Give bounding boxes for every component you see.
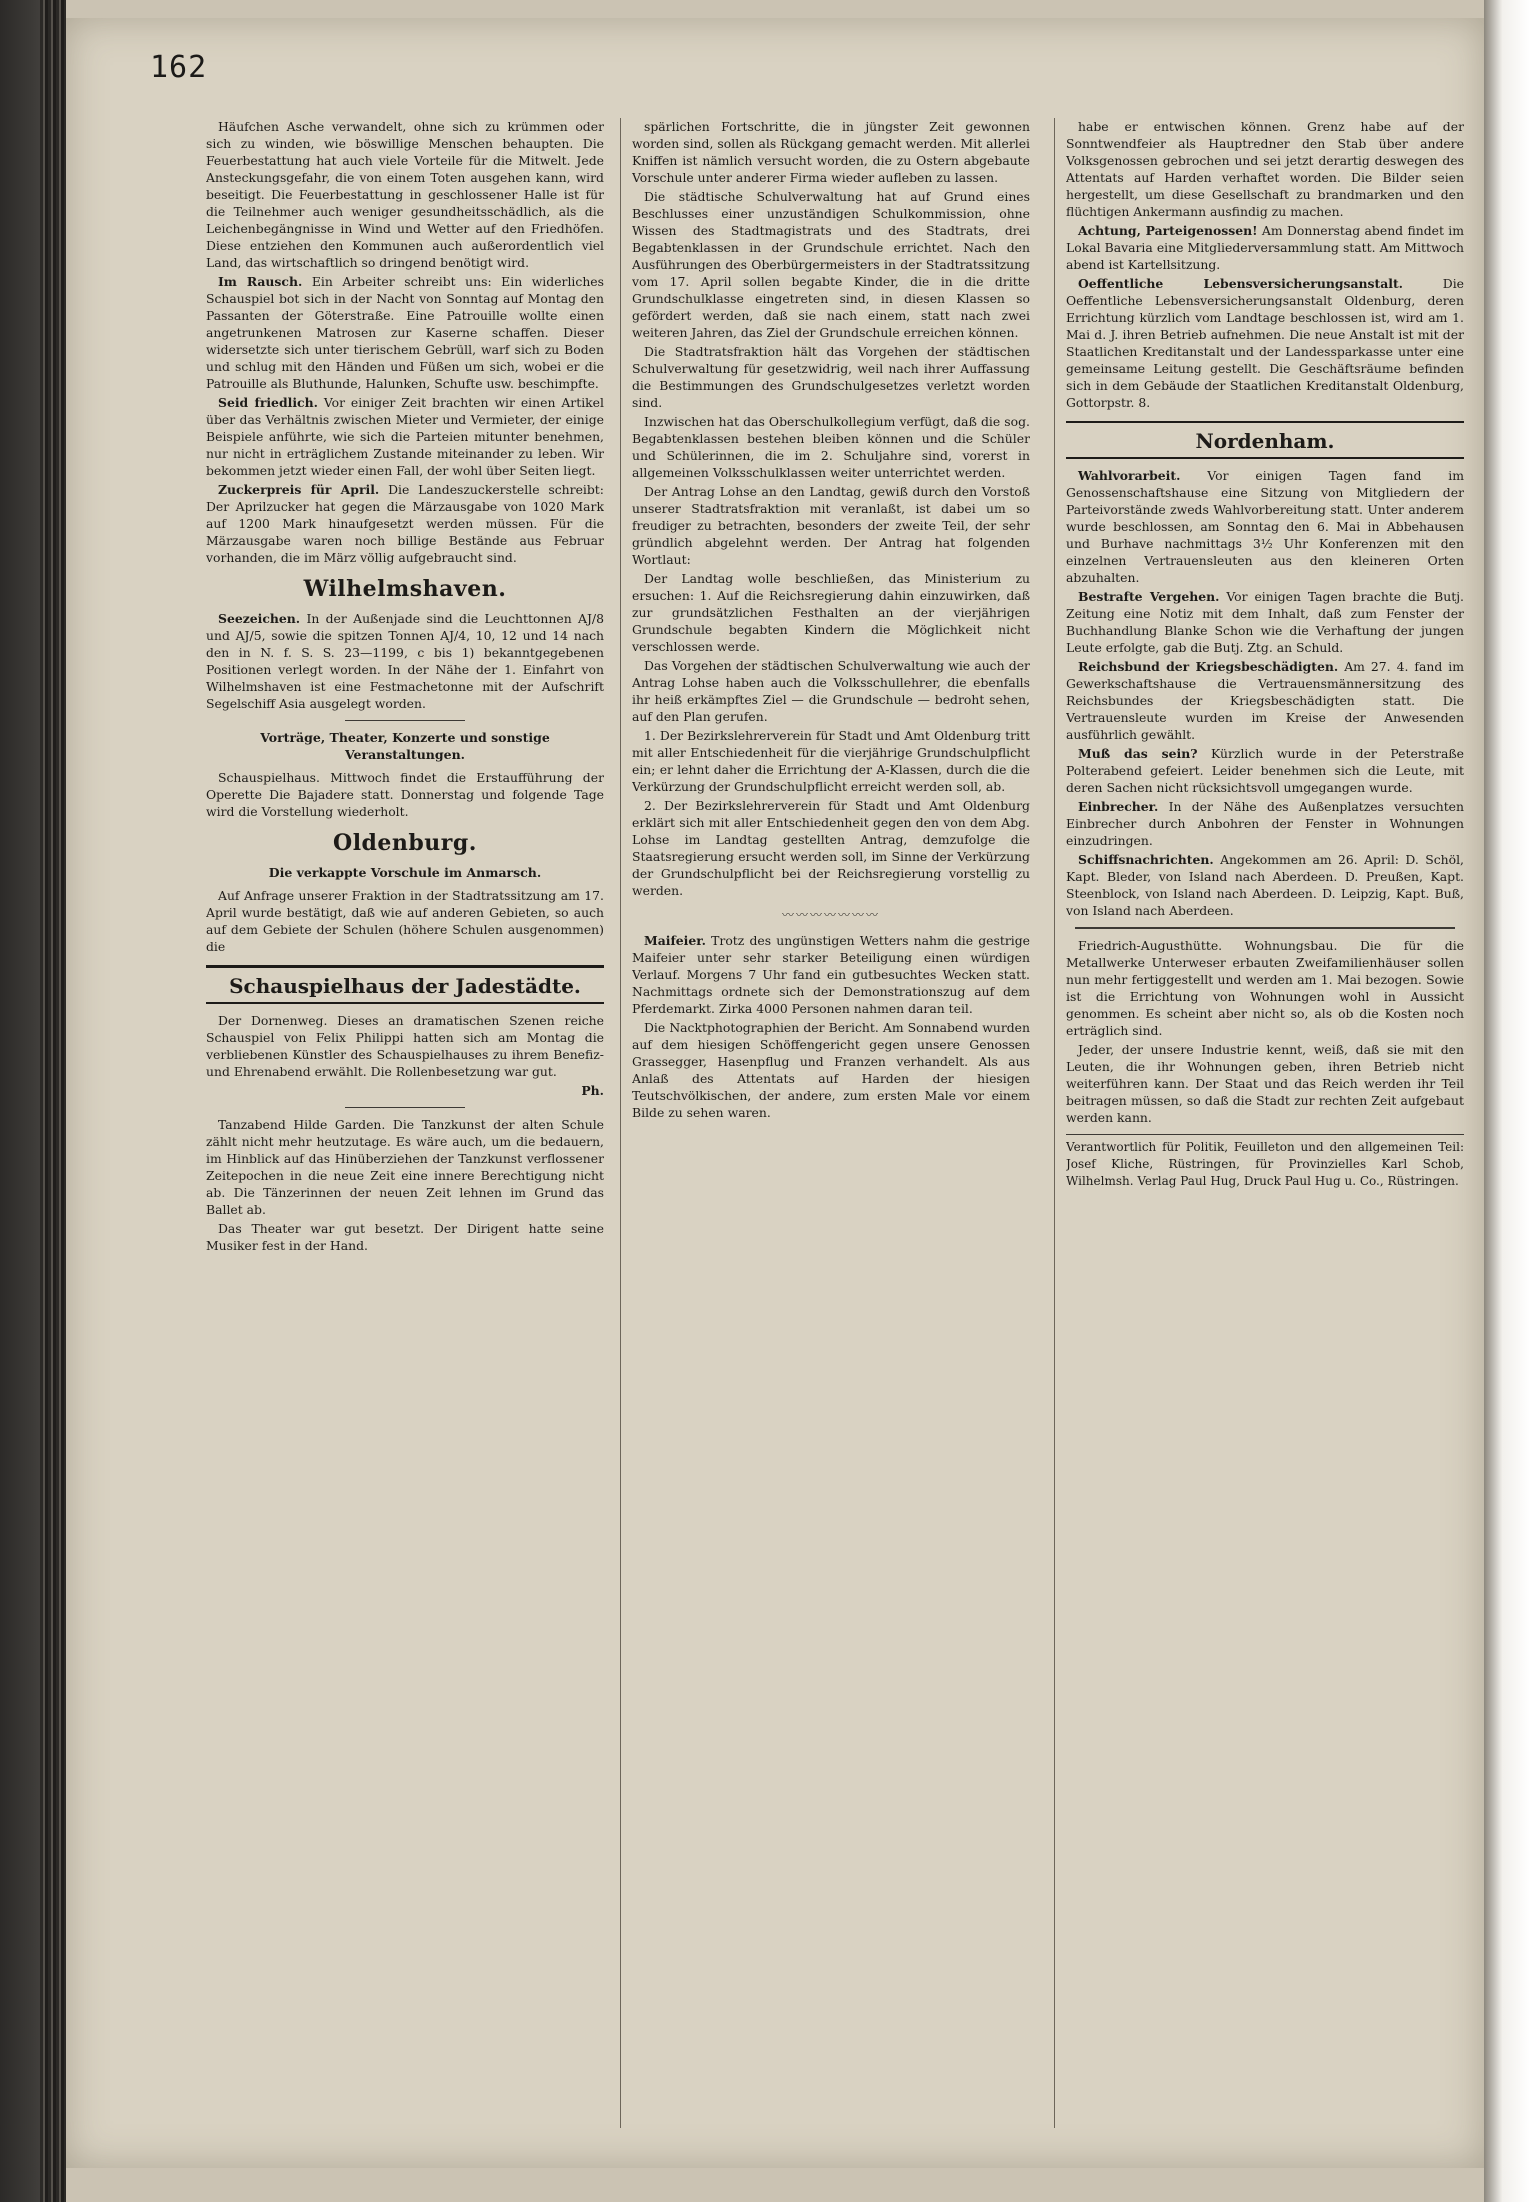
article-paragraph: [1066, 745, 1464, 796]
article-paragraph: Inzwischen hat das Oberschulkollegium verfügt, daß die sog. Begabtenklassen bestehen bleiben können und die Schüler und Schülerinnen, die im 2. Schuljahre sind, vorerst in allgemeinen Volksschulklassen weiter unterrichtet werden.: [632, 414, 1030, 480]
page-number: 162: [150, 50, 208, 85]
article-lead: Zuckerpreis für April.: [218, 482, 380, 497]
article-lead: Achtung, Parteigenossen!: [1078, 223, 1258, 238]
article-paragraph: [1066, 222, 1464, 273]
article-paragraph: Das Theater war gut besetzt. Der Dirigent hatte seine Musiker fest in der Hand.: [206, 1221, 604, 1253]
article-paragraph: [1066, 275, 1464, 411]
article-paragraph: Die städtische Schulverwaltung hat auf Grund eines Beschlusses einer unzuständigen Schulkommission, ohne Wissen des Stadtmagistrats und des Stadtrats, drei Begabtenklassen in der Grundschule errichtet. Nach den Ausführungen des Oberbürgermeisters in der Stadtratssitzung vom 17. April sollen begabte Kinder, die in die dritte Grundschulklasse eingetreten sind, in diesen Klassen so gefördert werden, daß sie nach einem, statt nach zwei weiteren Jahren, das Ziel der Grundschule erreichen können.: [632, 189, 1030, 340]
article-paragraph: [206, 610, 604, 712]
article-text: Kürzlich wurde in der Peterstraße Polterabend gefeiert. Leider benehmen sich die Leute, mit deren Sachen nicht rücksichtsvoll umgegangen wurde.: [1066, 746, 1464, 795]
article-paragraph: [1066, 851, 1464, 919]
section-heading-nordenham: Nordenham.: [1066, 421, 1464, 459]
article-text: In der Nähe des Außenplatzes versuchten Einbrecher durch Anbohren der Fenster in Wohnungen einzudringen.: [1066, 799, 1464, 848]
article-text: Am Donnerstag abend findet im Lokal Bavaria eine Mitgliederversammlung statt. Am Mittwoch abend ist Kartellsitzung.: [1066, 223, 1464, 272]
article-paragraph: [206, 481, 604, 566]
article-lead: Muß das sein?: [1078, 746, 1198, 761]
article-lead: Maifeier.: [644, 933, 706, 948]
article-text: Vor einigen Tagen brachte die Butj. Zeitung eine Notiz mit dem Inhalt, daß zum Fenster der Buchhandlung Blanke Schon wie die Verhaftung der jungen Leute erfolgte, gab die Butj. Ztg. an Schuld.: [1066, 589, 1464, 655]
article-paragraph: Der Dornenweg. Dieses an dramatischen Szenen reiche Schauspiel von Felix Philippi hatten sich am Montag die verbliebenen Künstler des Schauspielhauses zu ihrem Benefiz- und Ehrenabend erwählt. Die Rollenbesetzung war gut.: [206, 1013, 604, 1079]
article-paragraph: [1066, 467, 1464, 586]
article-text: Trotz des ungünstigen Wetters nahm die gestrige Maifeier unter sehr starker Beteiligung einen würdigen Verlauf. Morgens 7 Uhr fand ein gutbesuchtes Wecken statt. Nachmittags ordnete sich der Demonstrationszug auf dem Pferdemarkt. Zirka 4000 Personen nahmen daran teil.: [632, 933, 1030, 1016]
article-lead: Wahlvorarbeit.: [1078, 468, 1181, 483]
article-paragraph: [206, 273, 604, 392]
page-edge: [1484, 0, 1530, 2202]
separator: [1075, 927, 1455, 929]
wavy-separator: 〰〰〰〰〰〰〰: [781, 908, 880, 922]
article-paragraph: Jeder, der unsere Industrie kennt, weiß, daß sie mit den Leuten, die ihr Wohnungen geben, ihren Betrieb nicht weiterführen kann. Der Staat und das Reich werden ihr Teil beitragen müssen, so daß die Stadt zur rechten Zeit aufgebaut werden kann.: [1066, 1042, 1464, 1125]
section-heading-events: Vorträge, Theater, Konzerte und sonstige Veranstaltungen.: [260, 730, 550, 762]
article-paragraph: [206, 394, 604, 479]
article-lead: Reichsbund der Kriegsbeschädigten.: [1078, 659, 1339, 674]
article-lead: Oeffentliche Lebensversicherungsanstalt.: [1078, 276, 1403, 291]
author-signature: Ph.: [581, 1083, 604, 1098]
article-paragraph: Die Nacktphotographien der Bericht. Am Sonnabend wurden auf dem hiesigen Schöffengericht gegen unsere Genossen Grassegger, Hasenpflug und Franzen verhandelt. Als aus Anlaß des Attentats auf Harden der hiesigen Teutschvölkischen, der andere, zum ersten Male vor einem Bilde zu sehen waren.: [632, 1020, 1030, 1120]
separator: [345, 720, 465, 721]
article-text: In der Außenjade sind die Leuchttonnen AJ/8 und AJ/5, sowie die spitzen Tonnen AJ/4, 10, 12 und 14 nach den in N. f. S. S. 23—1199, c bis 1) bekanntgegebenen Positionen verlegt worden. In der Nähe der 1. Einfahrt von Wilhelmshaven ist eine Festmachetonne mit der Aufschrift Segelschiff Asia ausgelegt worden.: [206, 611, 604, 711]
article-paragraph: Häufchen Asche verwandelt, ohne sich zu krümmen oder sich zu winden, wie böswillige Menschen behaupten. Die Feuerbestattung hat auch viele Vorteile für die Mitwelt. Jede Ansteckungsgefahr, die von einem Toten ausgehen kann, wird beseitigt. Die Feuerbestattung in geschlossener Halle ist für die Teilnehmer auch weniger gesundheitsschädlich, als die Leichenbegängnisse in Wind und Wetter auf den Friedhöfen. Diese entziehen den Kommunen auch außerordentlich viel Land, das wirtschaftlich so dringend benötigt wird.: [206, 119, 604, 270]
article-paragraph: Der Landtag wolle beschließen, das Ministerium zu ersuchen: 1. Auf die Reichsregierung dahin einzuwirken, daß zur grundsätzlichen Festhalten an der vierjährigen Grundschule begabten Kindern die Möglichkeit nicht verschlossen werde.: [632, 571, 1030, 654]
article-text: Die Oeffentliche Lebensversicherungsanstalt Oldenburg, deren Errichtung kürzlich vom Landtage beschlossen ist, wird am 1. Mai d. J. ihren Betrieb aufnehmen. Die neue Anstalt ist mit der Staatlichen Kreditanstalt und der Landessparkasse unter eine gemeinsame Leitung gestellt. Die Geschäftsräume befinden sich in dem Gebäude der Staatlichen Kreditanstalt Oldenburg, Gottorpstr. 8.: [1066, 276, 1464, 410]
article-paragraph: Der Antrag Lohse an den Landtag, gewiß durch den Vorstoß unserer Stadtratsfraktion mit veranlaßt, ist dabei um so freudiger zu betrachten, besonders der zweite Teil, der sehr gründlich abgelehnt werden. Der Antrag hat folgenden Wortlaut:: [632, 484, 1030, 567]
article-paragraph: [1066, 798, 1464, 849]
article-paragraph: Schauspielhaus. Mittwoch findet die Erstaufführung der Operette Die Bajadere statt. Donnerstag und folgende Tage wird die Vorstellung wiederholt.: [206, 770, 604, 819]
column-divider: [1054, 118, 1055, 2128]
article-lead: Bestrafte Vergehen.: [1078, 589, 1220, 604]
article-lead: Einbrecher.: [1078, 799, 1159, 814]
section-heading-oldenburg: Oldenburg.: [333, 830, 477, 856]
article-paragraph: Friedrich-Augusthütte. Wohnungsbau. Die für die Metallwerke Unterweser erbauten Zweifamilienhäuser sollen nun mehr fertiggestellt und werden am 1. Mai bezogen. Sowie ist die Errichtung von Wohnungen wohl in Aussicht genommen. Es scheint aber nicht so, als ob die Kosten noch erträglich sind.: [1066, 938, 1464, 1038]
article-lead: Schiffsnachrichten.: [1078, 852, 1214, 867]
article-paragraph: Tanzabend Hilde Garden. Die Tanzkunst der alten Schule zählt nicht mehr heutzutage. Es wäre auch, um die bedauern, im Hinblick auf das Hinüberziehen der Tanzkunst verflossener Zeitepochen in die neue Zeit eine innere Berechtigung nicht ab. Die Tänzerinnen der neuen Zeit lehnen im Grund das Ballet ab.: [206, 1117, 604, 1217]
book-spine: [40, 0, 66, 2202]
article-paragraph: 2. Der Bezirkslehrerverein für Stadt und Amt Oldenburg erklärt sich mit aller Entschiedenheit gegen den von dem Abg. Lohse im Landtag gestellten Antrag, demzufolge die Staatsregierung ersucht werden soll, im Sinne der Verkürzung der Grundschulpflicht bei der Reichsregierung vorstellig zu werden.: [632, 798, 1030, 898]
article-paragraph: Das Vorgehen der städtischen Schulverwaltung wie auch der Antrag Lohse haben auch die Volksschullehrer, die ebenfalls ihr heiß erkämpftes Ziel — die Grundschule — bedroht sehen, auf den Plan gerufen.: [632, 658, 1030, 724]
article-paragraph: Die Stadtratsfraktion hält das Vorgehen der städtischen Schulverwaltung für gesetzwidrig, weil nach ihrer Auffassung die Bestimmungen des Grundschulgesetzes verletzt worden sind.: [632, 344, 1030, 410]
article-paragraph: Auf Anfrage unserer Fraktion in der Stadtratssitzung am 17. April wurde bestätigt, daß wie auf anderen Gebieten, so auch auf dem Gebiete der Schulen (höhere Schulen ausgenommen) die: [206, 888, 604, 954]
article-paragraph: habe er entwischen können. Grenz habe auf der Sonntwendfeier als Hauptredner den Stab über andere Volksgenossen gebrochen und sei jetzt derartig deswegen des Attentats auf Harden verhaftet worden. Die Bilder seien hergestellt, um diese Gesellschaft zu brandmarken und den flüchtigen Ankermann ausfindig zu machen.: [1066, 119, 1464, 219]
article-text: Die Landeszuckerstelle schreibt: Der Aprilzucker hat gegen die Märzausgabe von 1020 Mark auf 1200 Mark hinaufgesetzt werden müssen. Für die Märzausgabe waren noch billige Bestände aus Februar vorhanden, die im März völlig aufgebraucht sind.: [206, 482, 604, 565]
article-text: Angekommen am 26. April: D. Schöl, Kapt. Bleder, von Island nach Aberdeen. D. Preußen, Kapt. Steenblock, von Island nach Aberdeen. D. Leipzig, Kapt. Buß, von Island nach Aberdeen.: [1066, 852, 1464, 918]
section-heading-wilhelmshaven: Wilhelmshaven.: [303, 576, 507, 602]
article-text: Vor einiger Zeit brachten wir einen Artikel über das Verhältnis zwischen Mieter und Vermieter, der einige Beispiele anführte, wie sich die Parteien mitunter benehmen, nur nicht in erträglichem Zustande miteinander zu leben. Wir bekommen jetzt wieder einen Fall, der wohl über Seiten liegt.: [206, 395, 604, 478]
article-text: Ein Arbeiter schreibt uns: Ein widerliches Schauspiel bot sich in der Nacht von Sonntag auf Montag den Passanten der Göterstraße. Eine Patrouille wollte einen angetrunkenen Matrosen zur Kaserne schaffen. Dieser widersetzte sich unter tierischem Gebrüll, warf sich zu Boden und schlug mit den Händen und Füßen um sich, wobei er die Patrouille als Bluthunde, Halunken, Schufte usw. beschimpfte.: [206, 274, 604, 391]
column-left: [206, 118, 604, 2158]
column-divider: [620, 118, 621, 2128]
article-lead: Seezeichen.: [218, 611, 301, 626]
column-middle: [632, 118, 1030, 2158]
article-paragraph: [1066, 588, 1464, 656]
section-heading-theater: Schauspielhaus der Jadestädte.: [206, 965, 604, 1004]
article-lead: Seid friedlich.: [218, 395, 318, 410]
article-text: Am 27. 4. fand im Gewerkschaftshause die Vertrauensmännersitzung des Reichsbundes der Kriegsbeschädigten statt. Die Vertrauensleute wurden im Kreise der Anwesenden ausführlich gewählt.: [1066, 659, 1464, 742]
article-paragraph: [1066, 658, 1464, 743]
imprint-notice: Verantwortlich für Politik, Feuilleton und den allgemeinen Teil: Josef Kliche, Rüstringen, für Provinzielles Karl Schob, Wilhelmsh. Verlag Paul Hug, Druck Paul Hug u. Co., Rüstringen.: [1066, 1134, 1464, 1190]
column-right: [1066, 118, 1464, 2158]
article-paragraph: spärlichen Fortschritte, die in jüngster Zeit gewonnen worden sind, sollen als Rückgang gemacht werden. Mit allerlei Kniffen ist nämlich versucht worden, die zu Ostern abgebaute Vorschule unter anderer Firma wieder aufleben zu lassen.: [632, 119, 1030, 185]
article-paragraph: 1. Der Bezirkslehrerverein für Stadt und Amt Oldenburg tritt mit aller Entschiedenheit für die vierjährige Grundschulpflicht ein; er lehnt daher die Errichtung der A-Klassen, durch die die Verkürzung der Grundschulpflicht erreicht werden soll, ab.: [632, 728, 1030, 794]
separator: [345, 1107, 465, 1108]
article-lead: Im Rausch.: [218, 274, 303, 289]
article-text: Vor einigen Tagen fand im Genossenschaftshause eine Sitzung von Mitgliedern der Parteivorstände zweds Wahlvorbereitung statt. Unter anderem wurde beschlossen, am Sonntag den 6. Mai in Abbehausen und Burhave nachmittags 3½ Uhr Konferenzen mit den einzelnen Vertrauensleuten aus den kleineren Orten abzuhalten.: [1066, 468, 1464, 585]
article-subheading: Die verkappte Vorschule im Anmarsch.: [268, 865, 542, 880]
article-paragraph: [632, 932, 1030, 1017]
